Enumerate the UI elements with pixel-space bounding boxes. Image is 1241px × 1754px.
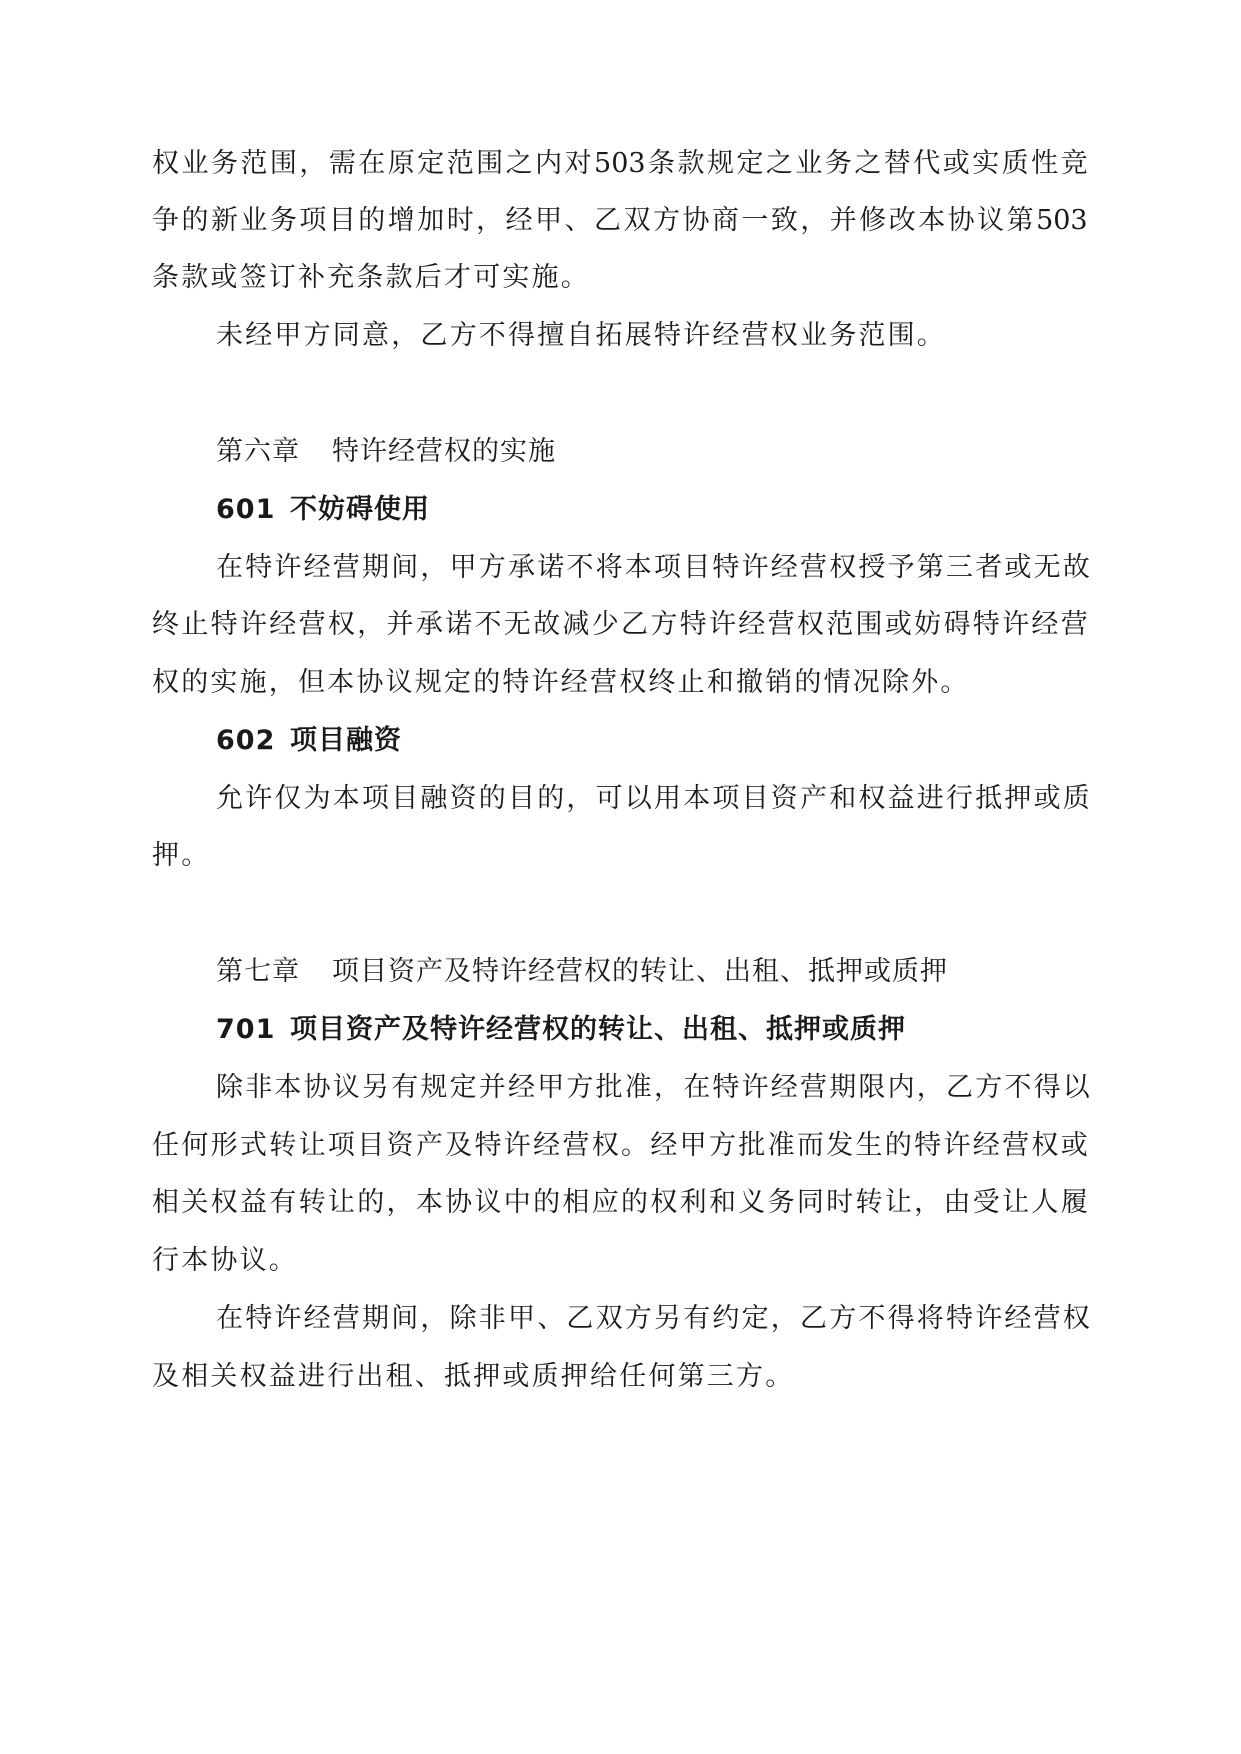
glyph: 甲 <box>535 205 563 236</box>
glyph: 第 <box>1006 205 1034 236</box>
glyph: 增 <box>387 205 415 236</box>
glyph: 目 <box>328 205 356 236</box>
glyph: 围 <box>855 609 883 640</box>
glyph: 或 <box>1060 1130 1088 1161</box>
glyph: 之 <box>854 148 882 179</box>
glyph: 特 <box>474 1130 502 1161</box>
glyph: ， <box>476 205 504 236</box>
glyph: 经 <box>738 609 766 640</box>
glyph: 人 <box>1031 1187 1059 1218</box>
glyph: 并 <box>829 205 857 236</box>
glyph: 相 <box>152 1187 179 1218</box>
glyph: 方 <box>652 205 680 236</box>
glyph: 款 <box>677 148 705 179</box>
glyph: 让 <box>298 1130 326 1161</box>
body-text-line: 及相关权益进行出租、抵押或质押给任何第三方。 <box>152 1361 795 1392</box>
glyph: 的 <box>181 205 209 236</box>
glyph: 转 <box>855 1187 883 1218</box>
glyph: 权 <box>210 1187 238 1218</box>
glyph: 任 <box>152 1130 179 1161</box>
glyph: 许 <box>708 609 736 640</box>
glyph: 、 <box>564 205 592 236</box>
glyph: 协 <box>445 1187 473 1218</box>
glyph: 应 <box>591 1187 619 1218</box>
glyph: ， <box>800 205 828 236</box>
glyph: 转 <box>269 1130 297 1161</box>
glyph: 特 <box>210 609 238 640</box>
glyph: 围 <box>476 148 504 179</box>
glyph: 503 <box>594 148 646 179</box>
glyph: 本 <box>918 205 946 236</box>
glyph: 经 <box>972 1130 1000 1161</box>
glyph: 改 <box>888 205 916 236</box>
glyph: 中 <box>503 1187 531 1218</box>
glyph: 甲 <box>679 1130 707 1161</box>
glyph: 经 <box>1031 609 1059 640</box>
glyph: 新 <box>210 205 238 236</box>
glyph: 本 <box>415 1187 443 1218</box>
glyph: 产 <box>415 1130 443 1161</box>
glyph: 范 <box>240 148 268 179</box>
glyph: 受 <box>972 1187 1000 1218</box>
glyph: 的 <box>357 1187 385 1218</box>
glyph: 。 <box>621 1130 648 1161</box>
glyph: 少 <box>591 609 619 640</box>
glyph: 诺 <box>445 609 473 640</box>
body-text-line <box>152 1130 1088 1162</box>
glyph: 在 <box>358 148 386 179</box>
glyph: 内 <box>535 148 563 179</box>
glyph: 乙 <box>594 205 622 236</box>
glyph: 的 <box>884 1130 912 1161</box>
section-title: 项目融资 <box>290 725 402 756</box>
glyph: ， <box>299 148 327 179</box>
glyph: 方 <box>708 1130 736 1161</box>
glyph: 让 <box>327 1187 355 1218</box>
glyph: 权 <box>591 1130 619 1161</box>
glyph: 之 <box>505 148 533 179</box>
glyph: 的 <box>621 1187 648 1218</box>
glyph: 终 <box>152 609 179 640</box>
glyph: 特 <box>972 609 1000 640</box>
glyph: 的 <box>533 1187 561 1218</box>
glyph: 碍 <box>943 609 971 640</box>
glyph: 许 <box>1002 609 1030 640</box>
chapter-heading <box>216 436 556 468</box>
glyph: 履 <box>1060 1187 1088 1218</box>
glyph: 资 <box>386 1130 414 1161</box>
glyph: 代 <box>913 148 941 179</box>
glyph: 时 <box>446 205 474 236</box>
glyph: 加 <box>417 205 445 236</box>
glyph: 权 <box>152 148 179 179</box>
glyph: 经 <box>269 609 297 640</box>
section-number: 602 <box>216 725 276 756</box>
glyph: 权 <box>327 609 355 640</box>
glyph: 同 <box>796 1187 824 1218</box>
glyph: 让 <box>1002 1187 1030 1218</box>
glyph: ， <box>386 1187 414 1218</box>
glyph: 和 <box>708 1187 736 1218</box>
glyph: 不 <box>474 609 502 640</box>
glyph: 业 <box>181 148 209 179</box>
section-heading <box>216 1014 906 1046</box>
section-title: 不妨碍使用 <box>290 494 430 525</box>
glyph: 争 <box>152 205 179 236</box>
glyph: 并 <box>386 609 414 640</box>
glyph: 议 <box>474 1187 502 1218</box>
glyph: 业 <box>795 148 823 179</box>
glyph: 协 <box>947 205 975 236</box>
glyph: 务 <box>767 1187 795 1218</box>
section-heading <box>216 494 430 526</box>
glyph: 经 <box>650 1130 678 1161</box>
glyph: 有 <box>269 1187 297 1218</box>
glyph: 准 <box>767 1130 795 1161</box>
glyph: 围 <box>269 148 297 179</box>
section-heading <box>216 725 402 757</box>
glyph: 范 <box>826 609 854 640</box>
glyph: 发 <box>826 1130 854 1161</box>
glyph: 承 <box>415 609 443 640</box>
glyph: 许 <box>943 1130 971 1161</box>
glyph: 或 <box>884 609 912 640</box>
glyph: 的 <box>358 205 386 236</box>
glyph: 关 <box>181 1187 209 1218</box>
glyph: 营 <box>1060 609 1088 640</box>
glyph: 条 <box>648 148 676 179</box>
glyph: 利 <box>679 1187 707 1218</box>
body-text-line <box>152 609 1088 641</box>
glyph: 特 <box>914 1130 942 1161</box>
glyph: 而 <box>796 1130 824 1161</box>
glyph: 无 <box>503 609 531 640</box>
chapter-title: 项目资产及特许经营权的转让、出租、抵押或质押 <box>332 956 948 987</box>
glyph: 权 <box>1031 1130 1059 1161</box>
body-text-line: 除非本协议另有规定并经甲方批准，在特许经营期限内，乙方不得以 <box>216 1072 1092 1103</box>
body-text-line: 行本协议。 <box>152 1245 298 1276</box>
glyph: 益 <box>239 1187 267 1218</box>
glyph: 经 <box>533 1130 561 1161</box>
glyph: 许 <box>239 609 267 640</box>
body-text-line <box>152 205 1088 237</box>
glyph: 务 <box>269 205 297 236</box>
glyph: 竞 <box>1060 148 1088 179</box>
body-text-line: 在特许经营期间，除非甲、乙双方另有约定，乙方不得将特许经营权 <box>216 1303 1092 1334</box>
glyph: 项 <box>327 1130 355 1161</box>
glyph: ， <box>914 1187 942 1218</box>
glyph: 规 <box>706 148 734 179</box>
glyph: 方 <box>650 609 678 640</box>
glyph: 时 <box>826 1187 854 1218</box>
glyph: 营 <box>1002 1130 1030 1161</box>
glyph: 务 <box>824 148 852 179</box>
glyph: 止 <box>181 609 209 640</box>
glyph: 转 <box>298 1187 326 1218</box>
glyph: 让 <box>884 1187 912 1218</box>
glyph: 由 <box>943 1187 971 1218</box>
glyph: 商 <box>711 205 739 236</box>
glyph: 修 <box>859 205 887 236</box>
glyph: 需 <box>328 148 356 179</box>
glyph: 致 <box>770 205 798 236</box>
glyph: 特 <box>679 609 707 640</box>
section-number: 701 <box>216 1014 276 1045</box>
glyph: 503 <box>1036 205 1088 236</box>
glyph: 目 <box>357 1130 385 1161</box>
glyph: 相 <box>562 1187 590 1218</box>
body-text-line: 权的实施，但本协议规定的特许经营权终止和撤销的情况除外。 <box>152 667 970 698</box>
glyph: 式 <box>239 1130 267 1161</box>
glyph: 经 <box>505 205 533 236</box>
glyph: 议 <box>977 205 1005 236</box>
chapter-heading <box>216 956 948 988</box>
glyph: 质 <box>1001 148 1029 179</box>
glyph: 生 <box>855 1130 883 1161</box>
glyph: 营 <box>562 1130 590 1161</box>
glyph: 协 <box>682 205 710 236</box>
glyph: 义 <box>738 1187 766 1218</box>
glyph: 定 <box>417 148 445 179</box>
section-title: 项目资产及特许经营权的转让、出租、抵押或质押 <box>290 1014 906 1045</box>
glyph: 及 <box>445 1130 473 1161</box>
body-text-line <box>152 148 1088 180</box>
glyph: 或 <box>942 148 970 179</box>
glyph: 何 <box>181 1130 209 1161</box>
body-text-line: 未经甲方同意，乙方不得擅自拓展特许经营权业务范围。 <box>216 320 946 351</box>
glyph: 营 <box>767 609 795 640</box>
section-number: 601 <box>216 494 276 525</box>
chapter-number: 第六章 <box>216 436 300 467</box>
glyph: 业 <box>240 205 268 236</box>
glyph: 权 <box>796 609 824 640</box>
chapter-title: 特许经营权的实施 <box>332 436 556 467</box>
glyph: 之 <box>765 148 793 179</box>
glyph: 乙 <box>621 609 648 640</box>
glyph: 定 <box>736 148 764 179</box>
glyph: 性 <box>1031 148 1059 179</box>
glyph: 妨 <box>914 609 942 640</box>
glyph: 减 <box>562 609 590 640</box>
body-text-line: 条款或签订补充条款后才可实施。 <box>152 262 590 293</box>
glyph: 替 <box>883 148 911 179</box>
glyph: 原 <box>387 148 415 179</box>
body-text-line <box>152 1187 1088 1219</box>
glyph: 项 <box>299 205 327 236</box>
glyph: 批 <box>738 1130 766 1161</box>
glyph: 故 <box>533 609 561 640</box>
body-text-line: 押。 <box>152 840 211 871</box>
glyph: 范 <box>446 148 474 179</box>
glyph: ， <box>357 609 385 640</box>
glyph: 许 <box>503 1130 531 1161</box>
glyph: 形 <box>210 1130 238 1161</box>
glyph: 权 <box>650 1187 678 1218</box>
glyph: 实 <box>972 148 1000 179</box>
glyph: 营 <box>298 609 326 640</box>
body-text-line: 允许仅为本项目融资的目的，可以用本项目资产和权益进行抵押或质 <box>216 783 1092 814</box>
glyph: 双 <box>623 205 651 236</box>
chapter-number: 第七章 <box>216 956 300 987</box>
glyph: 对 <box>564 148 592 179</box>
glyph: 一 <box>741 205 769 236</box>
glyph: 务 <box>210 148 238 179</box>
body-text-line: 在特许经营期间，甲方承诺不将本项目特许经营权授予第三者或无故 <box>216 552 1092 583</box>
